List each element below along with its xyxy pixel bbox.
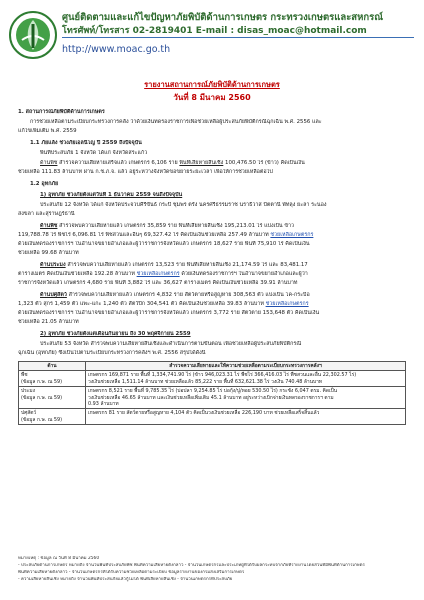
- flood-2-heading: 2) อุทกภัย ช่วงภัยตั้งแต่เดือนกันยายน ถึง 30 พฤศจิกายน 2559: [40, 331, 191, 337]
- table-cell-detail: [86, 409, 406, 425]
- drought-crops: [18, 160, 424, 167]
- detail-line: 0.93 ล้านบาท: [88, 401, 119, 408]
- flood-2-summary: ประสบภัย 53 จังหวัด สำรวจพบความเสียหายสิ้นเชิงและดำเนินการตามขั้นตอน เพื่อช่วยเหลือผู้ประสบภัยพิบัติกรณี: [40, 341, 302, 347]
- org-website[interactable]: http://www.moac.go.th: [62, 44, 171, 55]
- detail-line: เกษตรกร 81 ราย สัตว์ตายหรือสูญหาย 4,104 ตัว คิดเป็นวงเงินช่วยเหลือ 226,190 บาท ช่วยเหลือเสร็จสิ้นแล้ว: [88, 410, 320, 417]
- flood-1-livestock: [18, 292, 424, 299]
- flood-1-provinces: ประสบภัย 12 จังหวัด ได้แก่ จังหวัดประจวบคีรีขันธ์ กระบี่ ชุมพร ตรัง นครศรีธรรมราช นราธิวาส ปัตตานี พัทลุง ยะลา ระนอง: [40, 202, 327, 208]
- report-date: วันที่ 8 มีนาคม 2560: [173, 93, 251, 102]
- table-header-row: [19, 362, 406, 371]
- table-row: [19, 387, 406, 409]
- label-livestock: ด้านปศุสัตว์: [40, 292, 67, 298]
- flood-1-heading: 1) อุทกภัย ช่วงภัยตั้งแต่วันที่ 1 ธันวาคม 2559 จนถึงปัจจุบัน: [40, 192, 183, 198]
- detail-line: วงเงินช่วยเหลือ 46.65 ล้านบาท และเงินช่วยเหลือเพิ่มเติม 45.1 ล้านบาท อยู่ระหว่างเบิกจ่ายเงินทดรองราชการฯ ตาม: [88, 394, 334, 401]
- text: สำรวจพบความเสียหายแล้ว เกษตรกร 13,523 ราย พื้นที่เสียหายสิ้นเชิง 21,174.59 ไร่ และ 83,481.17: [65, 262, 308, 268]
- section-1-1-heading: 1.1 ภัยแล้ง ช่วงภัยเอลนิโญ ปี 2559 ถึงปัจจุบัน: [30, 140, 142, 146]
- label-crops: ด้านพืช: [40, 160, 58, 166]
- text: 1,323 ตัว สุกร 1,459 ตัว แพะ-แกะ 1,240 ตัว สัตว์ปีก 304,541 ตัว คิดเป็นเงินช่วยเหลือ 39.83 ล้านบาท: [18, 301, 266, 307]
- table-row: [19, 409, 406, 425]
- text: 100,476.50 ไร่ (ข้าว) คิดเป็นเงิน: [223, 160, 305, 166]
- org-name: ศูนย์ติดตามและแก้ไขปัญหาภัยพิบัติด้านการเกษตร กระทรวงเกษตรและสหกรณ์: [62, 12, 384, 23]
- sector-name: พืช: [21, 372, 28, 379]
- flood-1-crops-3: ด้วยเงินทดรองราชการฯ ในอำนาจขยายอำเภอและผู้ว่าราชการจังหวัดแล้ว เกษตรกร 18,627 ราย พื้นที่ 75,910 ไร่ คิดเป็นเงิน: [18, 241, 310, 247]
- text: ตารางเมตร คิดเป็นเงินช่วยเหลือ 192.28 ล้านบาท: [18, 271, 137, 277]
- text: ด้วยเงินทดรองราชการฯ ในอำนาจขยายอำเภอและผู้ว่า: [179, 271, 308, 277]
- sector-note: (ข้อมูล ก.ษ. ณ 59): [21, 416, 63, 423]
- drought-area: พื้นที่ประสบภัย 1 จังหวัด ได้แก่ จังหวัดสระแก้ว: [40, 150, 148, 156]
- fishery-aid-link: ช่วยเหลือเกษตรกร: [136, 271, 180, 277]
- flood-1-crops-2: [18, 232, 408, 239]
- flood-1-crops: [18, 223, 424, 230]
- table-cell-sector: [19, 409, 86, 425]
- table-cell-sector: [19, 371, 86, 387]
- flood-1-crops-4: ช่วยเหลือ 99.68 ล้านบาท: [18, 250, 79, 256]
- flood-2-table: [18, 361, 406, 425]
- detail-line: วงเงินช่วยเหลือ 1,511.14 ล้านบาท ช่วยเหลือแล้ว 85,222 ราย พื้นที่ 632,621.38 ไร่ วงเงิน 740.48 ล้านบาท: [88, 378, 323, 385]
- detail-line: เกษตรกร 169,871 ราย พื้นที่ 1,334,741.90 ไร่ (ข้าว 946,023.31 ไร่ พืชไร่ 366,416.03 ไร่ พืชสวนและอื่น 22,302.57 ไร่): [88, 372, 357, 379]
- section-1-paragraph-cont: แก้ไขเพิ่มเติม พ.ศ. 2559: [18, 128, 77, 134]
- text: 119,788.78 ไร่ พืชไร่ 6,096.81 ไร่ พืชสวนและอื่นๆ 69,327.42 ไร่ คิดเป็นเงินช่วยเหลือ 257.49 ล้านบาท: [18, 232, 271, 238]
- footnote-source: หมายเหตุ : ข้อมูล ณ วันที่ 8 มีนาคม 2560: [18, 556, 100, 561]
- table-cell-sector: [19, 387, 86, 409]
- flood-1-livestock-3: ด้วยเงินทดรองราชการฯ ในอำนาจขยายอำเภอและผู้ว่าราชการจังหวัดแล้ว เกษตรกร 3,772 ราย สัตว์ตาย 153,648 ตัว คิดเป็นเงิน: [18, 310, 320, 316]
- flood-1-provinces-cont: สงขลา และสุราษฎร์ธานี: [18, 211, 75, 217]
- detail-line: เกษตรกร 8,521 ราย พื้นที่ 9,785.35 ไร่ (บ่อปลา 9,254.85 ไร่ บ่อกุ้ง/ปู/หอย 530.50 ไร่) กระชัง 6,047 ตรม. คิดเป็น: [88, 388, 338, 395]
- text: สำรวจความเสียหายเสร็จแล้ว เกษตรกร 6,106 ราย: [57, 160, 180, 166]
- label-total-loss: พื้นที่เสียหายสิ้นเชิง: [179, 160, 224, 166]
- sector-note: (ข้อมูล ก.ษ. ณ 59): [21, 394, 63, 401]
- sector-name: ปศุสัตว์: [21, 410, 37, 417]
- footnote-3: - ความเสียหายสิ้นเชิง หมายถึง จำนวนพื้นที่ประสบภัยแล้วกู้ไม่ได้ พื้นที่เสียหายสิ้นเชิง - จำนวนเกษตรกรที่ประสบภัย: [18, 577, 233, 582]
- table-header-survey: สำรวจความเสียหายและให้ความช่วยเหลือตามระเบียบกระทรวงการคลังฯ: [86, 362, 406, 371]
- table-header-sector: ด้าน: [19, 362, 86, 371]
- header-divider: [62, 37, 414, 38]
- footnote-2: พื้นที่ความเสียหายดังกล่าว - จำนวนเกษตรกรที่ได้รับความช่วยเหลือตามระเบียบ ข้อมูลรายงานของกรมส่งเสริมการเกษตร: [18, 570, 245, 575]
- flood-1-fishery-2: [18, 271, 408, 278]
- table-cell-detail: [86, 371, 406, 387]
- report-title: รายงานสถานการณ์ภัยพิบัติด้านการเกษตร: [144, 80, 280, 89]
- moac-logo-icon: [8, 10, 58, 60]
- flood-1-fishery-3: ราชการจังหวัดแล้ว เกษตรกร 4,680 ราย พื้นที่ 3,882 ไร่ และ 36,627 ตารางเมตร คิดเป็นเงินช่วยเหลือ 39.91 ล้านบาท: [18, 280, 298, 286]
- crops-aid-link: ช่วยเหลือเกษตรกร: [270, 232, 314, 238]
- sector-name: ประมง: [21, 388, 35, 395]
- org-contact: โทรศัพท์/โทรสาร 02-2819401 E-mail : disas_moac@hotmail.com: [62, 26, 367, 36]
- text: สำรวจพบความเสียหายแล้ว เกษตรกร 4,832 ราย สัตว์ตายหรือสูญหาย 308,563 ตัว แบ่งเป็น โค-กระบือ: [66, 292, 310, 298]
- flood-1-livestock-4: ช่วยเหลือ 21.05 ล้านบาท: [18, 319, 79, 325]
- table-cell-detail: [86, 387, 406, 409]
- section-1-2-heading: 1.2 อุทกภัย: [30, 181, 59, 187]
- text: สำรวจพบความเสียหายแล้ว เกษตรกร 35,859 ราย พื้นที่เสียหายสิ้นเชิง 195,213.01 ไร่ แบ่งเป็น ข้าว: [57, 223, 295, 229]
- sector-note: (ข้อมูล ก.ษ. ณ 59): [21, 378, 63, 385]
- section-1-paragraph: การช่วยเหลือตามระเบียบกระทรวงการคลัง ว่าด้วยเงินทดรองราชการเพื่อช่วยเหลือผู้ประสบภัยพิบัติกรณีฉุกเฉิน พ.ศ. 2556 และ: [30, 119, 322, 125]
- letterhead: [0, 0, 424, 70]
- drought-crops-cont: ช่วยเหลือ 111.83 ล้านบาท ผ่าน ก.ช.ภ.จ. แล้ว อยู่ระหว่างจังหวัดขอขยายระยะเวลา เพื่อให้การช่วยเหลือต่อไป: [18, 169, 273, 175]
- label-fishery: ด้านประมง: [40, 262, 66, 268]
- section-1-heading: 1. สถานการณ์ภัยพิบัติด้านการเกษตร: [18, 109, 105, 115]
- flood-1-fishery: [18, 262, 424, 269]
- flood-1-livestock-2: [18, 301, 408, 308]
- flood-2-summary-cont: ฉุกเฉิน (อุทกภัย) ซึ่งเป็นไปตามระเบียบกระทรวงการคลังฯ พ.ศ. 2556 สรุปได้ดังนี้: [18, 350, 206, 356]
- livestock-aid-link: ช่วยเหลือเกษตรกร: [265, 301, 309, 307]
- label-crops: ด้านพืช: [40, 223, 58, 229]
- footnote-1: - ประสบภัยด้านการเกษตร หมายถึง จำนวนพื้นที่ประสบภัยพืช พื้นที่ความเสียหายดังกล่าว - จำนวนเกษตรกรและประเภทผู้ที่ได้รับผลกระทบจากภัยที่รายงานโดยส่วนที่มีพื้นที่ด้านการเกษตร: [18, 563, 365, 568]
- table-row: [19, 371, 406, 387]
